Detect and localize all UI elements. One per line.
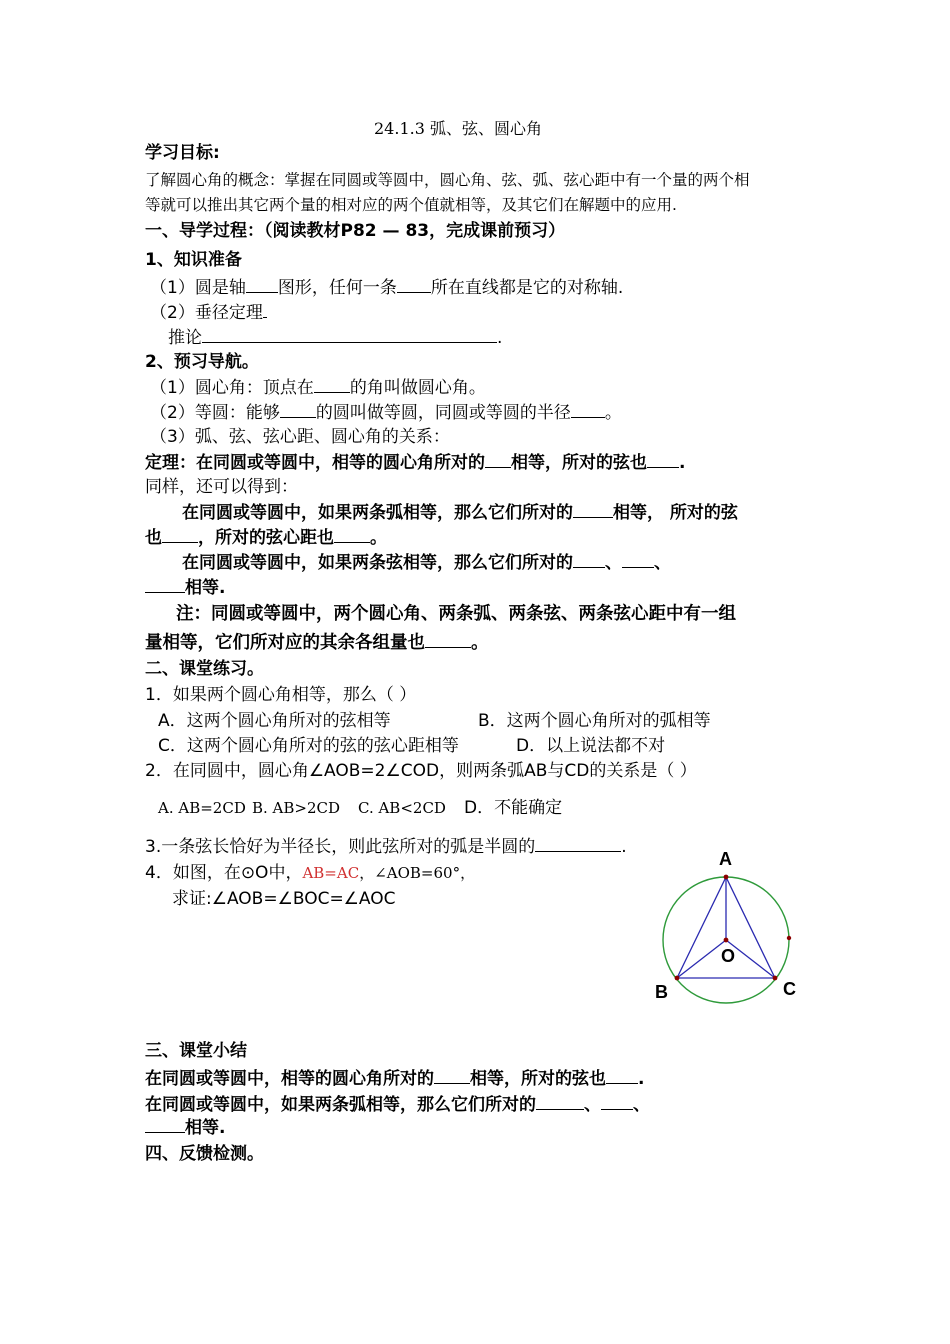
- similarly-text: 同样，还可以得到：: [145, 477, 298, 497]
- text: 3.一条弦长恰好为半径长，则此弦所对的弧是半圆的: [145, 837, 536, 857]
- text: 量相等，它们所对应的其余各组量也: [145, 633, 425, 653]
- section1-heading: 一、导学过程：（阅读教材P82 — 83，完成课前预习）: [145, 221, 566, 241]
- fill-blank: [535, 835, 621, 852]
- text: 相等， 所对的弦: [613, 503, 738, 523]
- fill-blank: [425, 631, 471, 648]
- q1-option-c: C．这两个圆心角所对的弦的弦心距相等: [158, 736, 459, 756]
- text: ，∠AOB=60°，: [359, 864, 476, 882]
- fill-blank: [485, 451, 511, 468]
- circle-figure: [640, 840, 820, 1010]
- text: 、: [605, 553, 622, 573]
- q2-option-c: C. AB<2CD: [358, 799, 446, 817]
- text: 相等，所对的弦也: [511, 453, 647, 473]
- q2-option-b: B. AB>2CD: [252, 799, 341, 817]
- radius-ob: [677, 940, 726, 978]
- goals-text-line2: 等就可以推出其它两个量的相对应的两个值就相等，及其它们在解题中的应用.: [145, 196, 677, 214]
- text: .: [621, 837, 627, 857]
- fill-blank: [263, 301, 267, 318]
- page-title: 24.1.3 弧、弦、圆心角: [374, 119, 542, 138]
- q2-option-a: A. AB=2CD: [158, 799, 246, 817]
- preview-item-2: [150, 401, 622, 424]
- text: （1）圆是轴: [150, 278, 246, 298]
- text: ，所对的弦心距也: [198, 528, 334, 548]
- corollary1-line1: [182, 501, 738, 524]
- q2-option-d: D．不能确定: [464, 798, 563, 818]
- summary-line1: [145, 1067, 644, 1090]
- fill-blank: [571, 401, 605, 418]
- text: 在同圆或等圆中，如果两条弦相等，那么它们所对的: [182, 553, 573, 573]
- question-4: [145, 862, 475, 884]
- knowledge-item-corollary: [168, 326, 502, 349]
- fill-blank: [162, 526, 198, 543]
- knowledge-item-2: [150, 301, 267, 324]
- preview-item-1: [150, 376, 486, 399]
- text: 图形，任何一条: [277, 278, 397, 298]
- section2-heading: 二、课堂练习。: [145, 659, 264, 679]
- fill-blank: [622, 551, 654, 568]
- text: 定理：在同圆或等圆中，相等的圆心角所对的: [145, 453, 485, 473]
- section3-heading: 三、课堂小结: [145, 1041, 247, 1061]
- fill-blank: [434, 1067, 470, 1084]
- text: 推论: [168, 328, 202, 348]
- summary-line2: [145, 1093, 650, 1116]
- fill-blank: [202, 326, 497, 343]
- fill-blank: [246, 276, 278, 293]
- text: 的圆叫做等圆，同圆或等圆的半径: [315, 403, 571, 423]
- point-on-arc: [787, 936, 791, 940]
- fill-blank: [145, 576, 185, 593]
- section4-heading: 四、反馈检测。: [145, 1144, 264, 1164]
- fill-blank: [536, 1093, 584, 1110]
- question-2: 2．在同圆中，圆心角∠AOB=2∠COD，则两条弧AB与CD的关系是（ ）: [145, 761, 697, 781]
- fill-blank: [145, 1116, 185, 1133]
- question-3: [145, 835, 627, 858]
- text: 、: [654, 553, 671, 573]
- fill-blank: [647, 451, 679, 468]
- theorem-line: [145, 451, 685, 474]
- text: 。: [604, 403, 622, 423]
- corollary1-line2: [145, 526, 387, 549]
- fill-blank: [280, 401, 316, 418]
- fill-blank: [397, 276, 431, 293]
- preview-item-3: （3）弧、弦、弦心距、圆心角的关系：: [150, 427, 450, 447]
- text: 4．如图，在⊙O中，: [145, 863, 303, 883]
- question-1: 1．如果两个圆心角相等，那么（ ）: [145, 685, 417, 705]
- fill-blank: [601, 1093, 633, 1110]
- fill-blank: [573, 501, 613, 518]
- text: 在同圆或等圆中，如果两条弧相等，那么它们所对的: [145, 1095, 536, 1115]
- text: .: [679, 453, 686, 473]
- label-o: O: [721, 946, 736, 966]
- text: 在同圆或等圆中，如果两条弧相等，那么它们所对的: [182, 503, 573, 523]
- note-line2: [145, 631, 489, 654]
- corollary2-line1: [182, 551, 671, 574]
- text: 相等.: [185, 578, 226, 598]
- text: 。: [370, 528, 387, 548]
- goals-text-line1: 了解圆心角的概念：掌握在同圆或等圆中，圆心角、弦、弧、弦心距中有一个量的两个相: [145, 171, 750, 189]
- label-c: C: [783, 979, 796, 999]
- preview-nav-heading: 2、预习导航。: [145, 352, 259, 372]
- label-a: A: [719, 849, 732, 869]
- text: .: [497, 328, 503, 348]
- text: .: [638, 1069, 645, 1089]
- q4-prove-line: 求证:∠AOB=∠BOC=∠AOC: [172, 889, 396, 909]
- knowledge-item-1: [150, 276, 623, 299]
- q1-option-a: A．这两个圆心角所对的弦相等: [158, 711, 391, 731]
- text: 相等，所对的弦也: [470, 1069, 606, 1089]
- text: 也: [145, 528, 162, 548]
- q1-option-b: B．这两个圆心角所对的弧相等: [478, 711, 711, 731]
- text: 、: [633, 1095, 650, 1115]
- text: 相等.: [185, 1118, 226, 1138]
- fill-blank: [334, 526, 370, 543]
- q1-option-d: D．以上说法都不对: [516, 736, 666, 756]
- text: 。: [471, 633, 489, 653]
- text: （1）圆心角：顶点在: [150, 378, 314, 398]
- highlight-text: AB=AC: [302, 864, 360, 882]
- point-c: [773, 976, 778, 981]
- knowledge-prep-heading: 1、知识准备: [145, 250, 242, 270]
- text: 、: [584, 1095, 601, 1115]
- point-a: [724, 875, 729, 880]
- corollary2-line2: [145, 576, 225, 599]
- text: 所在直线都是它的对称轴.: [430, 278, 624, 298]
- text: （2）垂径定理: [150, 303, 263, 323]
- summary-line3: [145, 1116, 225, 1139]
- point-o: [724, 938, 729, 943]
- fill-blank: [573, 551, 605, 568]
- text: 的角叫做圆心角。: [349, 378, 486, 398]
- label-b: B: [655, 982, 668, 1002]
- note-line1: 注：同圆或等圆中，两个圆心角、两条弧、两条弦、两条弦心距中有一组: [176, 604, 736, 624]
- goals-heading: 学习目标:: [145, 143, 220, 163]
- fill-blank: [314, 376, 350, 393]
- text: （2）等圆：能够: [150, 403, 280, 423]
- fill-blank: [606, 1067, 638, 1084]
- point-b: [675, 976, 680, 981]
- text: 在同圆或等圆中，相等的圆心角所对的: [145, 1069, 434, 1089]
